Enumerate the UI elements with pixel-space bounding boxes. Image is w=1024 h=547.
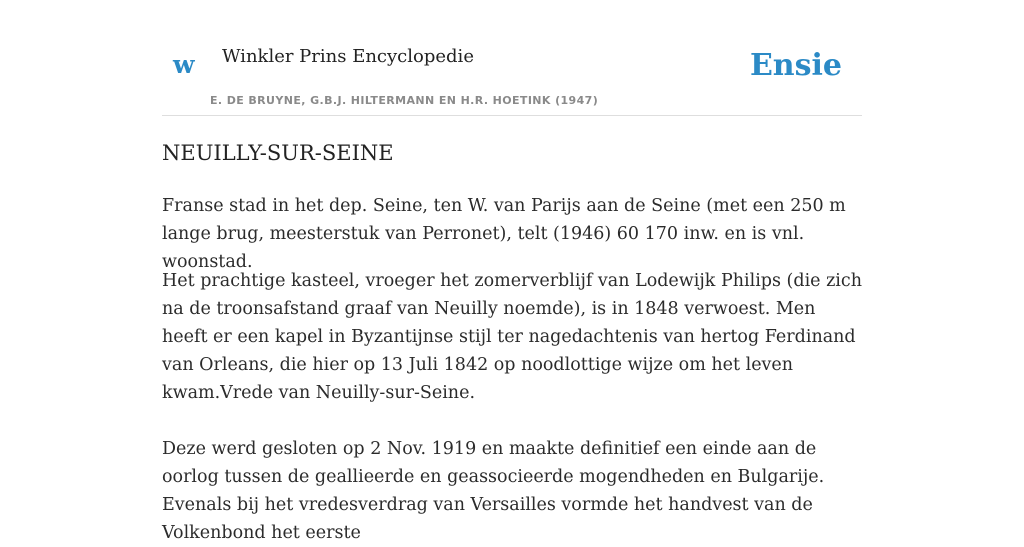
article-paragraph: Franse stad in het dep. Seine, ten W. van Parijs aan de Seine (met een 250 m lange brug, meesterstuk van Perronet), telt (1946) 60 170 inw. en is vnl. woonstad. — [162, 196, 846, 272]
article-paragraph: Het prachtige kasteel, vroeger het zomerverblijf van Lodewijk Philips (die zich na de troonsafstand graaf van Neuilly noemde), is in 1848 verwoest. Men heeft er een kapel in Byzantijnse stijl ter nagedachtenis van hertog Ferdinand van Orleans, die hier op 13 Juli 1842 op noodlottige wijze om het leven kwam.Vrede van Neuilly-sur-Seine. — [162, 271, 862, 403]
ensie-logo[interactable]: Ensie — [749, 48, 842, 83]
article-paragraph: Deze werd gesloten op 2 Nov. 1919 en maakte definitief een einde aan de oorlog tussen de geallieerde en geassocieerde mogendheden en Bulgarije. Evenals bij het vredesverdrag van Versailles vormde het handvest van de Volkenbond het eerste — [162, 439, 825, 543]
article-title: NEUILLY-SUR-SEINE — [162, 141, 394, 165]
authors-credit: E. DE BRUYNE, G.B.J. HILTERMANN EN H.R. HOETINK (1947) — [210, 94, 599, 107]
site-header — [162, 0, 862, 116]
winkler-prins-logo[interactable]: w — [173, 50, 195, 79]
site-title[interactable]: Winkler Prins Encyclopedie — [222, 46, 474, 67]
page-container — [162, 0, 862, 543]
